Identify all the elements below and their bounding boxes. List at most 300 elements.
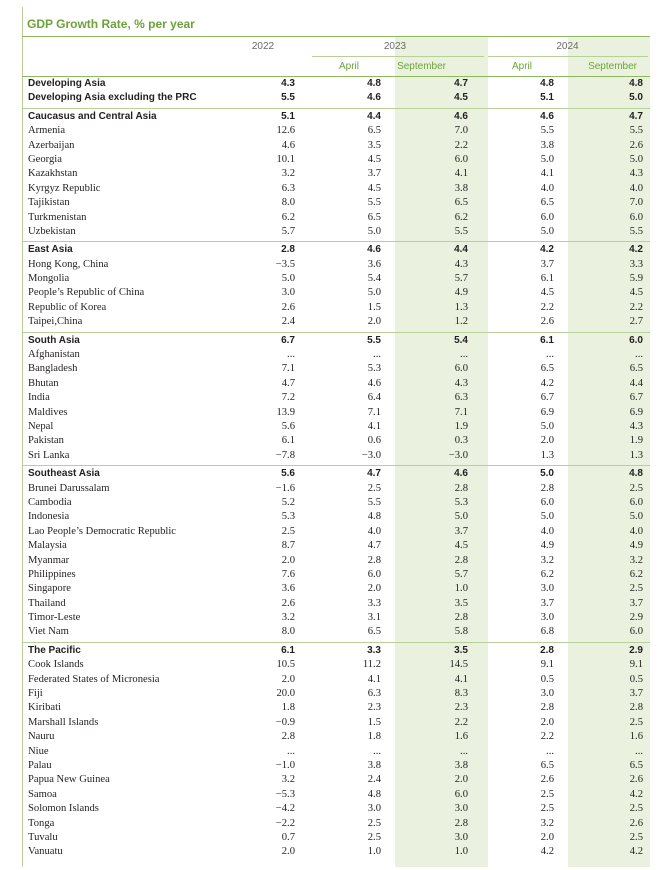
row-value: 4.3 <box>629 168 643 180</box>
row-value: 8.3 <box>454 688 468 700</box>
row-value: 5.5 <box>540 125 554 137</box>
row-value: 2.2 <box>540 731 554 743</box>
row-value: 6.3 <box>281 182 295 194</box>
table-row <box>22 568 650 582</box>
row-label: Federated States of Micronesia <box>28 673 160 685</box>
row-value: ... <box>546 745 554 757</box>
row-value: 3.0 <box>454 831 468 843</box>
row-value: 6.2 <box>540 568 554 580</box>
row-label: Developing Asia <box>28 78 106 89</box>
row-value: 4.4 <box>454 244 468 256</box>
row-value: 7.1 <box>281 363 295 375</box>
row-value: 6.7 <box>281 334 295 346</box>
row-value: 6.0 <box>454 153 468 165</box>
table-row <box>22 496 650 510</box>
row-value: 4.3 <box>281 78 295 89</box>
row-value: 4.5 <box>540 287 554 299</box>
row-value: 2.8 <box>540 702 554 714</box>
row-value: 7.0 <box>454 125 468 137</box>
row-value: 5.8 <box>454 626 468 638</box>
row-value: 5.5 <box>281 92 295 104</box>
row-value: 2.6 <box>629 774 643 786</box>
row-value: 2.0 <box>454 774 468 786</box>
row-value: 2.5 <box>629 482 643 494</box>
row-value: 4.7 <box>281 377 295 389</box>
row-value: 5.0 <box>540 511 554 523</box>
row-value: 2.6 <box>629 817 643 829</box>
row-label: Tuvalu <box>28 831 58 843</box>
row-value: 4.0 <box>629 525 643 537</box>
row-value: 3.2 <box>281 774 295 786</box>
row-value: 5.6 <box>281 420 295 432</box>
row-value: 4.5 <box>454 92 468 104</box>
row-value: 4.6 <box>454 110 468 122</box>
row-value: 2.8 <box>540 644 554 656</box>
row-label: Brunei Darussalam <box>28 482 110 494</box>
row-label: Samoa <box>28 788 57 800</box>
row-value: 5.5 <box>454 225 468 237</box>
row-value: 3.8 <box>454 182 468 194</box>
row-value: 2.4 <box>281 316 295 328</box>
row-value: 4.8 <box>367 511 381 523</box>
row-value: 2.4 <box>367 774 381 786</box>
row-value: 4.7 <box>454 78 468 89</box>
row-value: ... <box>635 745 643 757</box>
row-value: 1.2 <box>454 316 468 328</box>
row-value: 2.6 <box>629 139 643 151</box>
row-group <box>22 110 650 243</box>
table-row-region <box>22 644 650 658</box>
row-value: 4.1 <box>367 673 381 685</box>
row-value: 4.2 <box>629 788 643 800</box>
row-value: 2.2 <box>454 139 468 151</box>
table-row <box>22 759 650 773</box>
row-value: 4.3 <box>454 258 468 270</box>
row-value: 6.5 <box>629 363 643 375</box>
row-value: 5.0 <box>540 225 554 237</box>
month-header-2023-april: April <box>338 61 359 72</box>
row-value: 3.3 <box>629 258 643 270</box>
table-row <box>22 539 650 553</box>
row-value: 4.6 <box>454 468 468 480</box>
row-value: 4.0 <box>540 525 554 537</box>
row-value: 4.9 <box>454 287 468 299</box>
row-value: 2.9 <box>629 612 643 624</box>
row-value: 4.4 <box>367 110 381 122</box>
table-row <box>22 377 650 391</box>
table-row <box>22 406 650 420</box>
row-value: 6.0 <box>454 788 468 800</box>
row-value: 5.5 <box>629 225 643 237</box>
row-value: 3.5 <box>367 139 381 151</box>
table-row <box>22 124 650 138</box>
row-value: 4.2 <box>629 244 643 256</box>
row-label: Developing Asia excluding the PRC <box>28 92 197 104</box>
row-value: 5.7 <box>281 225 295 237</box>
table-row <box>22 434 650 448</box>
row-value: 2.6 <box>540 316 554 328</box>
row-value: 2.5 <box>629 803 643 815</box>
row-value: 5.1 <box>540 92 554 104</box>
row-label: Bhutan <box>28 377 59 389</box>
row-label: Republic of Korea <box>28 301 107 313</box>
row-value: 4.3 <box>629 420 643 432</box>
row-value: 6.9 <box>540 406 554 418</box>
row-value: 2.8 <box>629 702 643 714</box>
month-header-2024-april: April <box>511 61 532 72</box>
row-group <box>22 77 650 109</box>
row-value: 4.2 <box>540 244 554 256</box>
row-value: 4.0 <box>367 525 381 537</box>
row-value: 1.0 <box>454 583 468 595</box>
row-value: 4.4 <box>629 377 643 389</box>
table-row <box>22 831 650 845</box>
row-value: 1.3 <box>629 449 643 461</box>
row-value: 4.8 <box>367 78 381 89</box>
row-label: Caucasus and Central Asia <box>28 110 157 122</box>
row-value: 3.0 <box>540 688 554 700</box>
row-value: 1.8 <box>367 731 381 743</box>
table-row <box>22 582 650 596</box>
row-value: 5.0 <box>629 511 643 523</box>
row-value: 4.6 <box>540 110 554 122</box>
row-label: Cook Islands <box>28 659 84 671</box>
row-value: 11.2 <box>362 659 381 671</box>
row-value: 2.0 <box>281 673 295 685</box>
row-value: 1.5 <box>367 301 381 313</box>
row-label: India <box>28 392 50 404</box>
table-row <box>22 525 650 539</box>
row-value: 7.1 <box>454 406 468 418</box>
row-label: Mongolia <box>28 273 70 285</box>
row-label: Lao People’s Democratic Republic <box>28 525 176 537</box>
row-value: 2.8 <box>281 244 295 256</box>
row-value: 4.6 <box>367 244 381 256</box>
row-label: Georgia <box>28 153 62 165</box>
row-value: 2.0 <box>540 716 554 728</box>
table-row <box>22 625 650 639</box>
table-row-region <box>22 77 650 91</box>
row-value: 3.2 <box>540 817 554 829</box>
row-value: 3.8 <box>454 759 468 771</box>
table-row <box>22 196 650 210</box>
row-value: 3.2 <box>629 554 643 566</box>
row-value: 4.8 <box>629 468 643 480</box>
row-value: 2.2 <box>454 716 468 728</box>
row-value: 4.5 <box>454 540 468 552</box>
row-value: 5.0 <box>367 225 381 237</box>
row-value: 4.5 <box>629 287 643 299</box>
row-value: 3.2 <box>281 168 295 180</box>
row-value: 2.5 <box>367 817 381 829</box>
row-value: 4.8 <box>540 78 554 89</box>
row-label: Azerbaijan <box>28 139 75 151</box>
row-label: Nepal <box>28 420 54 432</box>
row-value: 2.0 <box>540 435 554 447</box>
table-row <box>22 449 650 463</box>
row-value: 1.8 <box>281 702 295 714</box>
row-label: Solomon Islands <box>28 803 99 815</box>
row-value: 6.5 <box>367 125 381 137</box>
row-value: 3.0 <box>454 803 468 815</box>
row-value: 3.7 <box>629 597 643 609</box>
table-row <box>22 510 650 524</box>
row-label: Afghanistan <box>28 349 80 361</box>
year-2024-divider <box>488 56 648 57</box>
row-value: 2.5 <box>281 525 295 537</box>
row-value: 6.5 <box>540 363 554 375</box>
row-value: 4.1 <box>540 168 554 180</box>
table-row <box>22 716 650 730</box>
row-label: The Pacific <box>28 644 81 656</box>
row-value: 3.7 <box>454 525 468 537</box>
row-value: 8.0 <box>281 626 295 638</box>
table-row <box>22 315 650 329</box>
row-value: 6.0 <box>367 568 381 580</box>
row-value: 1.3 <box>540 449 554 461</box>
row-value: 6.2 <box>454 211 468 223</box>
row-label: Hong Kong, China <box>28 258 109 270</box>
row-value: 4.1 <box>454 168 468 180</box>
row-value: 7.6 <box>281 568 295 580</box>
row-value: −3.5 <box>275 258 295 270</box>
row-value: 4.0 <box>629 182 643 194</box>
row-value: 4.1 <box>367 420 381 432</box>
table-row <box>22 673 650 687</box>
row-value: 6.1 <box>281 644 295 656</box>
row-value: −5.3 <box>275 788 295 800</box>
row-label: Armenia <box>28 125 66 137</box>
row-value: 6.5 <box>367 211 381 223</box>
row-value: 6.1 <box>540 273 554 285</box>
row-value: 6.4 <box>367 392 381 404</box>
row-value: 0.3 <box>454 435 468 447</box>
row-label: Indonesia <box>28 511 70 523</box>
row-value: 2.6 <box>281 301 295 313</box>
table-row <box>22 554 650 568</box>
row-value: −1.6 <box>275 482 295 494</box>
row-value: 3.8 <box>540 139 554 151</box>
year-header-2023: 2023 <box>383 41 407 52</box>
row-value: 2.8 <box>454 482 468 494</box>
row-value: 5.0 <box>540 468 554 480</box>
row-value: 4.6 <box>367 92 381 104</box>
row-label: Malaysia <box>28 540 67 552</box>
row-value: 2.5 <box>540 803 554 815</box>
row-value: 6.7 <box>629 392 643 404</box>
table-row <box>22 362 650 376</box>
row-value: 5.0 <box>629 153 643 165</box>
row-value: 6.5 <box>540 197 554 209</box>
row-value: −1.0 <box>275 759 295 771</box>
table-row <box>22 153 650 167</box>
row-value: 20.0 <box>276 688 295 700</box>
row-value: 6.0 <box>540 496 554 508</box>
row-group <box>22 467 650 643</box>
row-value: 2.8 <box>454 817 468 829</box>
row-value: 5.4 <box>454 334 468 346</box>
row-value: 5.6 <box>281 468 295 480</box>
table-row <box>22 348 650 362</box>
row-value: 6.1 <box>281 435 295 447</box>
row-label: East Asia <box>28 244 73 256</box>
row-value: 4.1 <box>454 673 468 685</box>
row-label: Cambodia <box>28 496 72 508</box>
row-value: 5.3 <box>454 496 468 508</box>
row-value: 2.0 <box>281 554 295 566</box>
table-row-region <box>22 467 650 481</box>
row-value: 5.5 <box>367 496 381 508</box>
table-row <box>22 482 650 496</box>
row-label: Sri Lanka <box>28 449 70 461</box>
table-row <box>22 802 650 816</box>
row-value: 1.9 <box>629 435 643 447</box>
row-value: ... <box>287 745 295 757</box>
row-value: 6.0 <box>629 334 643 346</box>
row-group <box>22 644 650 862</box>
table-row <box>22 301 650 315</box>
row-value: 4.6 <box>281 139 295 151</box>
row-value: 3.8 <box>367 759 381 771</box>
row-value: ... <box>373 745 381 757</box>
row-label: Singapore <box>28 583 71 595</box>
row-value: 2.8 <box>454 554 468 566</box>
row-value: 10.1 <box>276 153 295 165</box>
row-value: 0.5 <box>540 673 554 685</box>
row-value: 2.6 <box>540 774 554 786</box>
row-value: 4.7 <box>629 110 643 122</box>
row-label: Tonga <box>28 817 55 829</box>
row-value: 6.3 <box>454 392 468 404</box>
row-value: −2.2 <box>275 817 295 829</box>
row-value: 2.2 <box>629 301 643 313</box>
row-value: 1.6 <box>454 731 468 743</box>
row-value: 13.9 <box>276 406 295 418</box>
row-value: 3.2 <box>540 554 554 566</box>
row-value: 6.9 <box>629 406 643 418</box>
row-value: 8.7 <box>281 540 295 552</box>
row-value: 2.6 <box>281 597 295 609</box>
table-title: GDP Growth Rate, % per year <box>27 17 195 31</box>
row-value: 0.7 <box>281 831 295 843</box>
row-value: 10.5 <box>276 659 295 671</box>
row-value: 3.5 <box>454 597 468 609</box>
row-value: 1.3 <box>454 301 468 313</box>
row-label: Tajikistan <box>28 197 70 209</box>
row-value: 4.7 <box>367 468 381 480</box>
row-value: 0.5 <box>629 673 643 685</box>
row-label: Maldives <box>28 406 68 418</box>
table-row <box>22 658 650 672</box>
month-header-2023-september: September <box>397 61 446 72</box>
table-row <box>22 817 650 831</box>
table-row-region <box>22 334 650 348</box>
row-group <box>22 334 650 467</box>
row-value: 3.7 <box>367 168 381 180</box>
row-group <box>22 243 650 332</box>
row-value: 1.6 <box>629 731 643 743</box>
row-value: ... <box>287 349 295 361</box>
row-label: South Asia <box>28 334 80 346</box>
row-value: 2.8 <box>281 731 295 743</box>
row-value: 5.1 <box>281 110 295 122</box>
row-value: 3.7 <box>540 258 554 270</box>
row-value: 1.5 <box>367 716 381 728</box>
row-value: 4.2 <box>540 846 554 858</box>
table-row <box>22 225 650 239</box>
row-value: 9.1 <box>629 659 643 671</box>
row-value: 5.5 <box>367 197 381 209</box>
row-label: Papua New Guinea <box>28 774 110 786</box>
row-value: −3.0 <box>361 449 381 461</box>
row-label: Kiribati <box>28 702 61 714</box>
row-value: 4.8 <box>367 788 381 800</box>
table-row <box>22 687 650 701</box>
row-value: 6.5 <box>454 197 468 209</box>
row-value: 1.0 <box>367 846 381 858</box>
table-body <box>22 77 650 863</box>
row-value: 3.6 <box>367 258 381 270</box>
table-row <box>22 611 650 625</box>
table-row-region <box>22 110 650 124</box>
row-value: ... <box>460 349 468 361</box>
table-row <box>22 597 650 611</box>
row-value: 6.5 <box>629 759 643 771</box>
row-value: ... <box>635 349 643 361</box>
table-row <box>22 167 650 181</box>
row-value: 3.0 <box>281 287 295 299</box>
row-value: 3.7 <box>629 688 643 700</box>
row-value: 2.0 <box>367 583 381 595</box>
row-value: 12.6 <box>276 125 295 137</box>
row-value: −7.8 <box>275 449 295 461</box>
row-label: Philippines <box>28 568 76 580</box>
row-value: 2.2 <box>540 301 554 313</box>
row-value: 14.5 <box>449 659 468 671</box>
row-label: Fiji <box>28 688 43 700</box>
table-row <box>22 773 650 787</box>
year-header-2024: 2024 <box>556 41 579 52</box>
table-row <box>22 182 650 196</box>
row-value: 2.3 <box>454 702 468 714</box>
row-value: 2.9 <box>629 644 643 656</box>
row-value: 3.0 <box>540 583 554 595</box>
row-value: ... <box>373 349 381 361</box>
row-label: Viet Nam <box>28 626 69 638</box>
row-value: 2.0 <box>281 846 295 858</box>
table-row <box>22 286 650 300</box>
row-value: 2.0 <box>540 831 554 843</box>
row-value: 6.0 <box>540 211 554 223</box>
row-label: Niue <box>28 745 49 757</box>
row-value: 2.8 <box>367 554 381 566</box>
row-value: 3.7 <box>540 597 554 609</box>
row-value: 8.0 <box>281 197 295 209</box>
row-value: 2.5 <box>629 716 643 728</box>
row-value: 4.9 <box>540 540 554 552</box>
row-label: Uzbekistan <box>28 225 76 237</box>
row-value: 2.5 <box>540 788 554 800</box>
row-value: 2.8 <box>454 612 468 624</box>
row-label: Palau <box>28 759 52 771</box>
table-row <box>22 272 650 286</box>
row-label: Southeast Asia <box>28 468 100 480</box>
row-value: 7.0 <box>629 197 643 209</box>
row-value: 5.5 <box>367 334 381 346</box>
row-label: Pakistan <box>28 435 64 447</box>
row-value: 2.5 <box>367 482 381 494</box>
row-label: Kyrgyz Republic <box>28 182 101 194</box>
